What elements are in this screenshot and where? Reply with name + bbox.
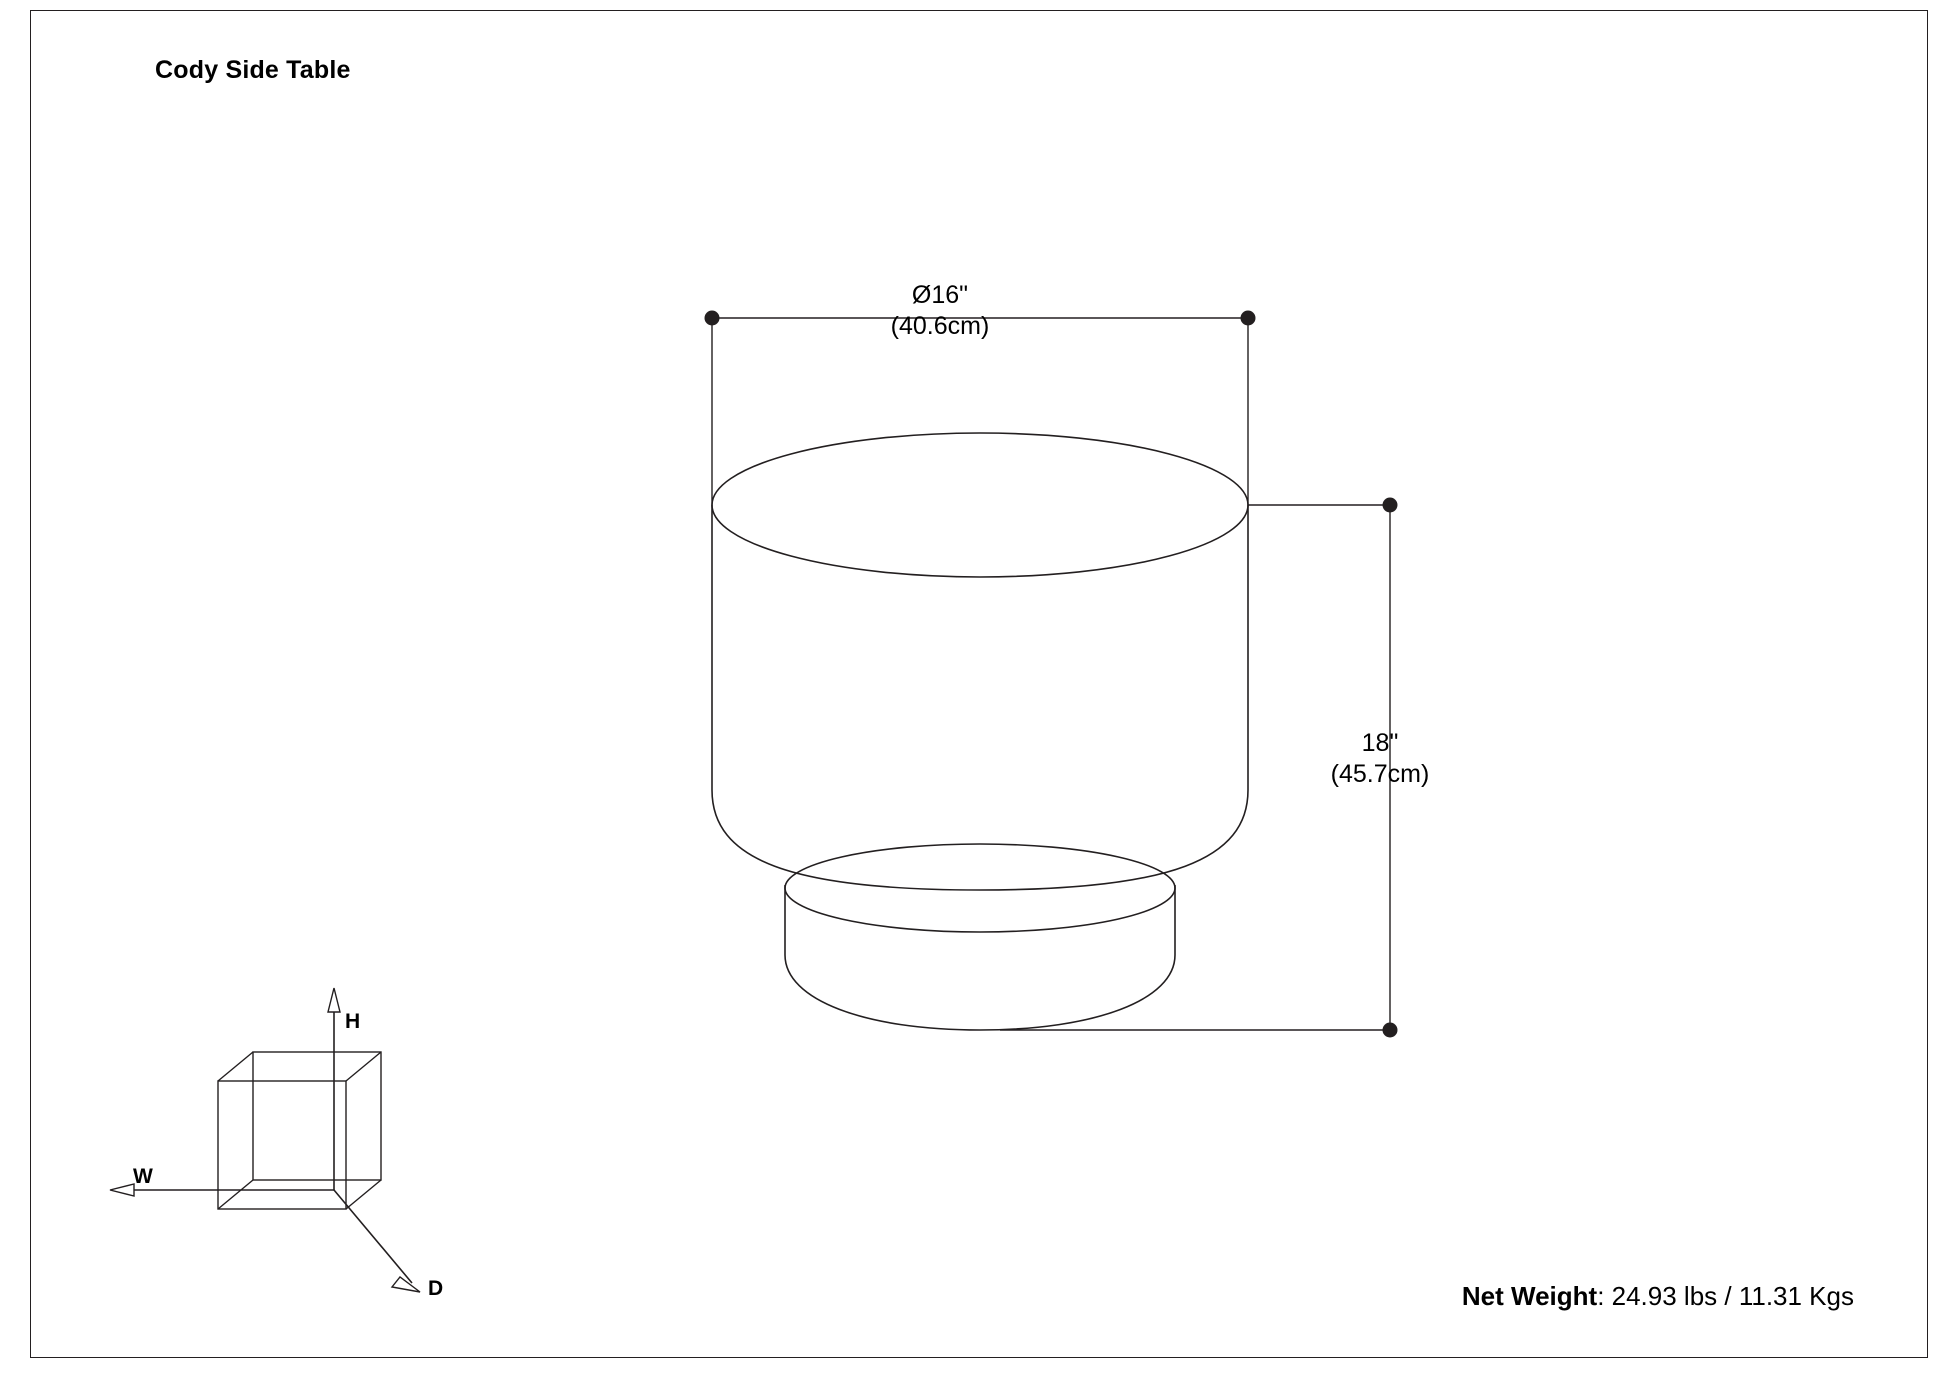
axis-label-height: H: [345, 1010, 361, 1033]
net-weight-value: : 24.93 lbs / 11.31 Kgs: [1597, 1281, 1854, 1311]
net-weight-label: Net Weight: [1461, 1281, 1598, 1311]
net-weight: [1462, 1281, 1854, 1312]
side-table-outline: [712, 433, 1248, 1030]
width-dimension-metric: (40.6cm): [890, 312, 990, 341]
axis-label-depth: D: [428, 1277, 444, 1300]
width-dimension-imperial: Ø16": [911, 281, 969, 309]
height-dimension-label: [1285, 728, 1475, 791]
page-title: Cody Side Table: [155, 56, 351, 84]
orientation-axes: [110, 988, 420, 1292]
width-dimension-label: [830, 280, 1050, 343]
height-dimension-imperial: 18": [1361, 729, 1399, 757]
axis-label-width: W: [133, 1165, 153, 1188]
orientation-cube-icon: [218, 1052, 381, 1209]
height-dimension-metric: (45.7cm): [1330, 760, 1430, 789]
